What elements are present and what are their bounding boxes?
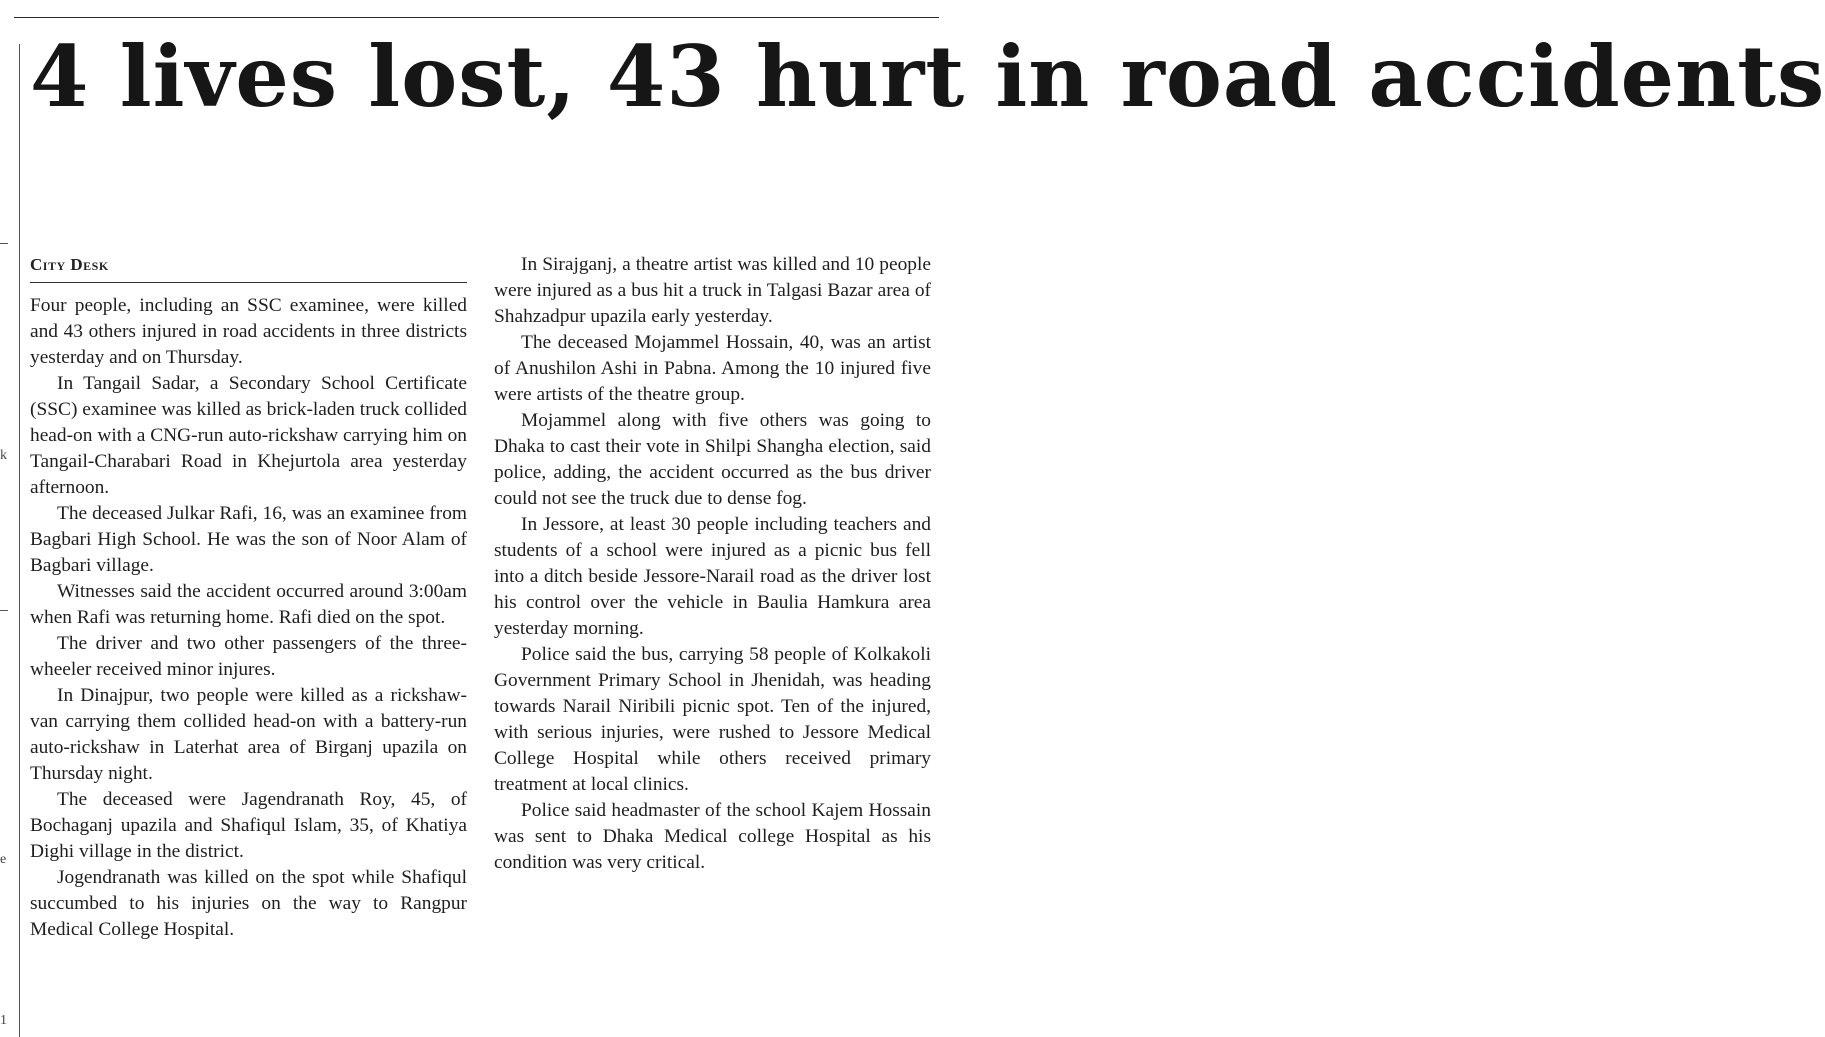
paragraph: Police said headmaster of the school Kajem Hossain was sent to Dhaka Medical college Hospital as his condition was very critical.	[494, 800, 931, 873]
paragraph: In Dinajpur, two people were killed as a rickshaw-van carrying them collided head-on with a battery-run auto-rickshaw in Laterhat area of Birganj upazila on Thursday night.	[30, 685, 467, 784]
paragraph: Witnesses said the accident occurred around 3:00am when Rafi was returning home. Rafi died on the spot.	[30, 581, 467, 628]
left-column	[30, 293, 467, 943]
paragraph: Four people, including an SSC examinee, were killed and 43 others injured in road accidents in three districts yesterday and on Thursday.	[30, 295, 467, 368]
headline: 4 lives lost, 43 hurt in road accidents	[30, 27, 1825, 126]
margin-fragment: k	[0, 448, 7, 463]
top-rule	[14, 17, 939, 18]
paragraph: The deceased Julkar Rafi, 16, was an examinee from Bagbari High School. He was the son of Noor Alam of Bagbari village.	[30, 503, 467, 576]
byline-rule	[30, 282, 467, 283]
right-column	[494, 252, 931, 876]
paragraph: Police said the bus, carrying 58 people of Kolkakoli Government Primary School in Jhenidah, was heading towards Narail Niribili picnic spot. Ten of the injured, with serious injuries, were rushed to Jessore Medical College Hospital while others received primary treatment at local clinics.	[494, 644, 931, 795]
gutter-rule	[0, 610, 8, 611]
paragraph: Mojammel along with five others was going to Dhaka to cast their vote in Shilpi Shangha election, said police, adding, the accident occurred as the bus driver could not see the truck due to dense fog.	[494, 410, 931, 509]
paragraph: The driver and two other passengers of the three-wheeler received minor injures.	[30, 633, 467, 680]
margin-fragment: 1	[0, 1013, 7, 1028]
paragraph: In Sirajganj, a theatre artist was killed and 10 people were injured as a bus hit a truck in Talgasi Bazar area of Shahzadpur upazila early yesterday.	[494, 254, 931, 327]
paragraph: Jogendranath was killed on the spot while Shafiqul succumbed to his injuries on the way to Rangpur Medical College Hospital.	[30, 867, 467, 940]
paragraph: In Tangail Sadar, a Secondary School Certificate (SSC) examinee was killed as brick-laden truck collided head-on with a CNG-run auto-rickshaw carrying him on Tangail-Charabari Road in Khejurtola area yesterday afternoon.	[30, 373, 467, 498]
gutter-rule	[0, 243, 8, 244]
left-column-rule	[19, 44, 20, 1037]
byline: City Desk	[30, 255, 109, 274]
paragraph: The deceased Mojammel Hossain, 40, was an artist of Anushilon Ashi in Pabna. Among the 10 injured five were artists of the theatre group.	[494, 332, 931, 405]
paragraph: The deceased were Jagendranath Roy, 45, of Bochaganj upazila and Shafiqul Islam, 35, of Khatiya Dighi village in the district.	[30, 789, 467, 862]
margin-fragment: e	[0, 852, 7, 867]
paragraph: In Jessore, at least 30 people including teachers and students of a school were injured as a picnic bus fell into a ditch beside Jessore-Narail road as the driver lost his control over the vehicle in Baulia Hamkura area yesterday morning.	[494, 514, 931, 639]
